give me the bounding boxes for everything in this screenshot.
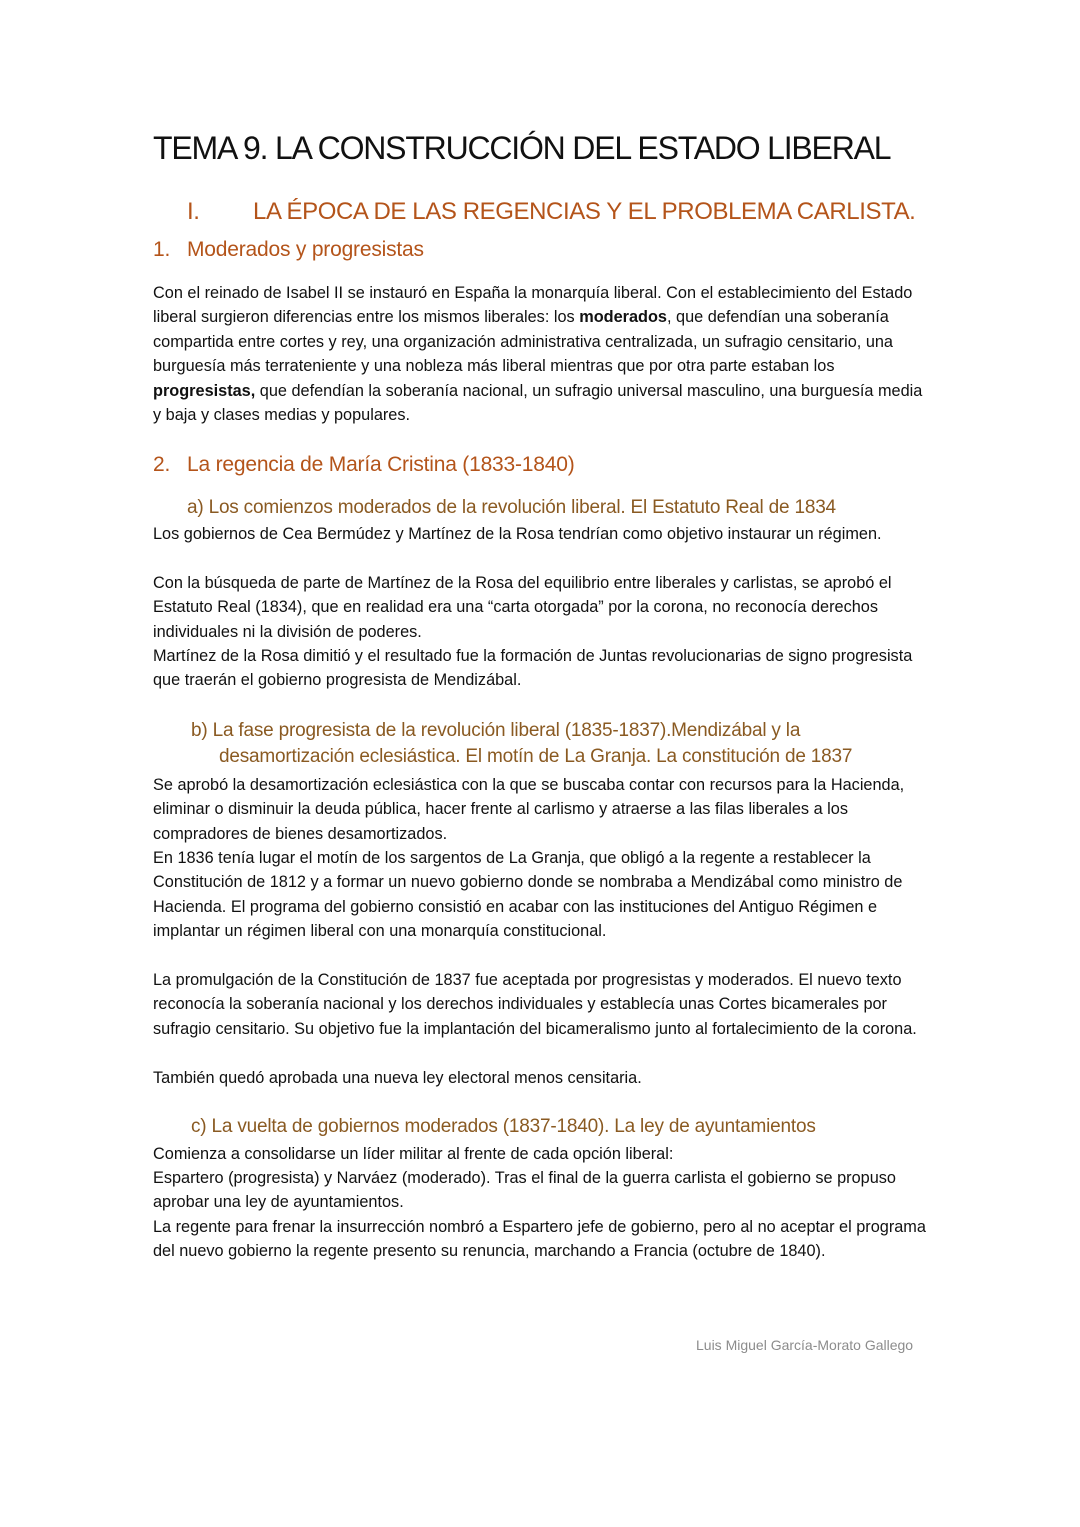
subsection-1-paragraph (153, 281, 933, 427)
subsection-2b-heading-line-1: b) La fase progresista de la revolución liberal (1835-1837).Mendizábal y la (191, 720, 801, 741)
section-title-text: LA ÉPOCA DE LAS REGENCIAS Y EL PROBLEMA CARLISTA. (253, 198, 916, 225)
subsection-2a-paragraph-3: Martínez de la Rosa dimitió y el resultado fue la formación de Juntas revolucionarias de signo progresista que traerán el gobierno progresista de Mendizábal. (153, 647, 913, 690)
text-run: , que defendían una soberanía compartida entre cortes y rey, una organización administrativa centralizada, un sufragio censitario, una burguesía más terrateniente y una nobleza más liberal mientras que por otra parte estaban los (153, 308, 893, 376)
subsection-2c-paragraph-3: La regente para frenar la insurrección nombró a Espartero jefe de gobierno, pero al no aceptar el programa del nuevo gobierno la regente presento su renuncia, marchando a Francia (octubre de 1840). (153, 1218, 926, 1261)
subsection-2-title: La regencia de María Cristina (1833-1840) (187, 453, 575, 476)
subsection-2b-paragraph-4: También quedó aprobada una nueva ley electoral menos censitaria. (153, 1069, 642, 1087)
subsection-2-heading (153, 453, 575, 477)
subsection-2b-paragraph-1: Se aprobó la desamortización eclesiástica con la que se buscaba contar con recursos para la Hacienda, eliminar o disminuir la deuda pública, hacer frente al carlismo y atraerse a las filas liberales a los compradores de bienes desamortizados. (153, 776, 905, 843)
section-heading (187, 198, 915, 226)
subsection-2b-paragraph-2: En 1836 tenía lugar el motín de los sargentos de La Granja, que obligó a la regente a restablecer la Constitución de 1812 y a formar un nuevo gobierno donde se nombraba a Mendizábal como ministro de Hacienda. El programa del gobierno consistió en acabar con las instituciones del Antiguo Régimen e implantar un régimen liberal con una monarquía constitucional. (153, 849, 903, 941)
subsection-2c-heading: c) La vuelta de gobiernos moderados (1837-1840). La ley de ayuntamientos (191, 1116, 816, 1137)
subsection-2c-paragraph-2: Espartero (progresista) y Narváez (moderado). Tras el final de la guerra carlista el gobierno se propuso aprobar una ley de ayuntamientos. (153, 1169, 896, 1212)
text-run: que defendían la soberanía nacional, un sufragio universal masculino, una burguesía media y baja y clases medias y populares. (153, 381, 923, 425)
subsection-2-number: 2. (153, 453, 171, 476)
page-title: TEMA 9. LA CONSTRUCCIÓN DEL ESTADO LIBERAL (153, 130, 891, 166)
subsection-2a-paragraph-1: Los gobiernos de Cea Bermúdez y Martínez de la Rosa tendrían como objetivo instaurar un régimen. (153, 525, 882, 543)
bold-term-moderados: moderados (579, 308, 667, 327)
section-number: I. (187, 198, 200, 225)
subsection-1-title: Moderados y progresistas (187, 238, 424, 261)
bold-term-progresistas: progresistas, (153, 381, 256, 400)
subsection-1-number: 1. (153, 238, 171, 261)
text-run: Con el reinado de Isabel II se instauró en España la monarquía liberal. Con el establecimiento del Estado liberal surgieron diferencias entre los mismos liberales: los (153, 284, 913, 327)
subsection-2b-heading-line-2: desamortización eclesiástica. El motín de La Granja. La constitución de 1837 (219, 746, 853, 767)
subsection-1-heading (153, 238, 424, 262)
subsection-2a-paragraph-2: Con la búsqueda de parte de Martínez de la Rosa del equilibrio entre liberales y carlistas, se aprobó el Estatuto Real (1834), que en realidad era una “carta otorgada” por la corona, no reconocía derechos individuales ni la división de poderes. (153, 574, 892, 641)
subsection-2a-heading: a) Los comienzos moderados de la revolución liberal. El Estatuto Real de 1834 (187, 497, 836, 518)
footer-author: Luis Miguel García-Morato Gallego (696, 1337, 914, 1353)
subsection-2b-paragraph-3: La promulgación de la Constitución de 1837 fue aceptada por progresistas y moderados. El nuevo texto reconocía la soberanía nacional y los derechos individuales y establecía unas Cortes bicamerales por sufragio censitario. Su objetivo fue la implantación del bicameralismo junto al fortalecimiento de la corona. (153, 971, 917, 1038)
subsection-2c-paragraph-1: Comienza a consolidarse un líder militar al frente de cada opción liberal: (153, 1145, 674, 1163)
